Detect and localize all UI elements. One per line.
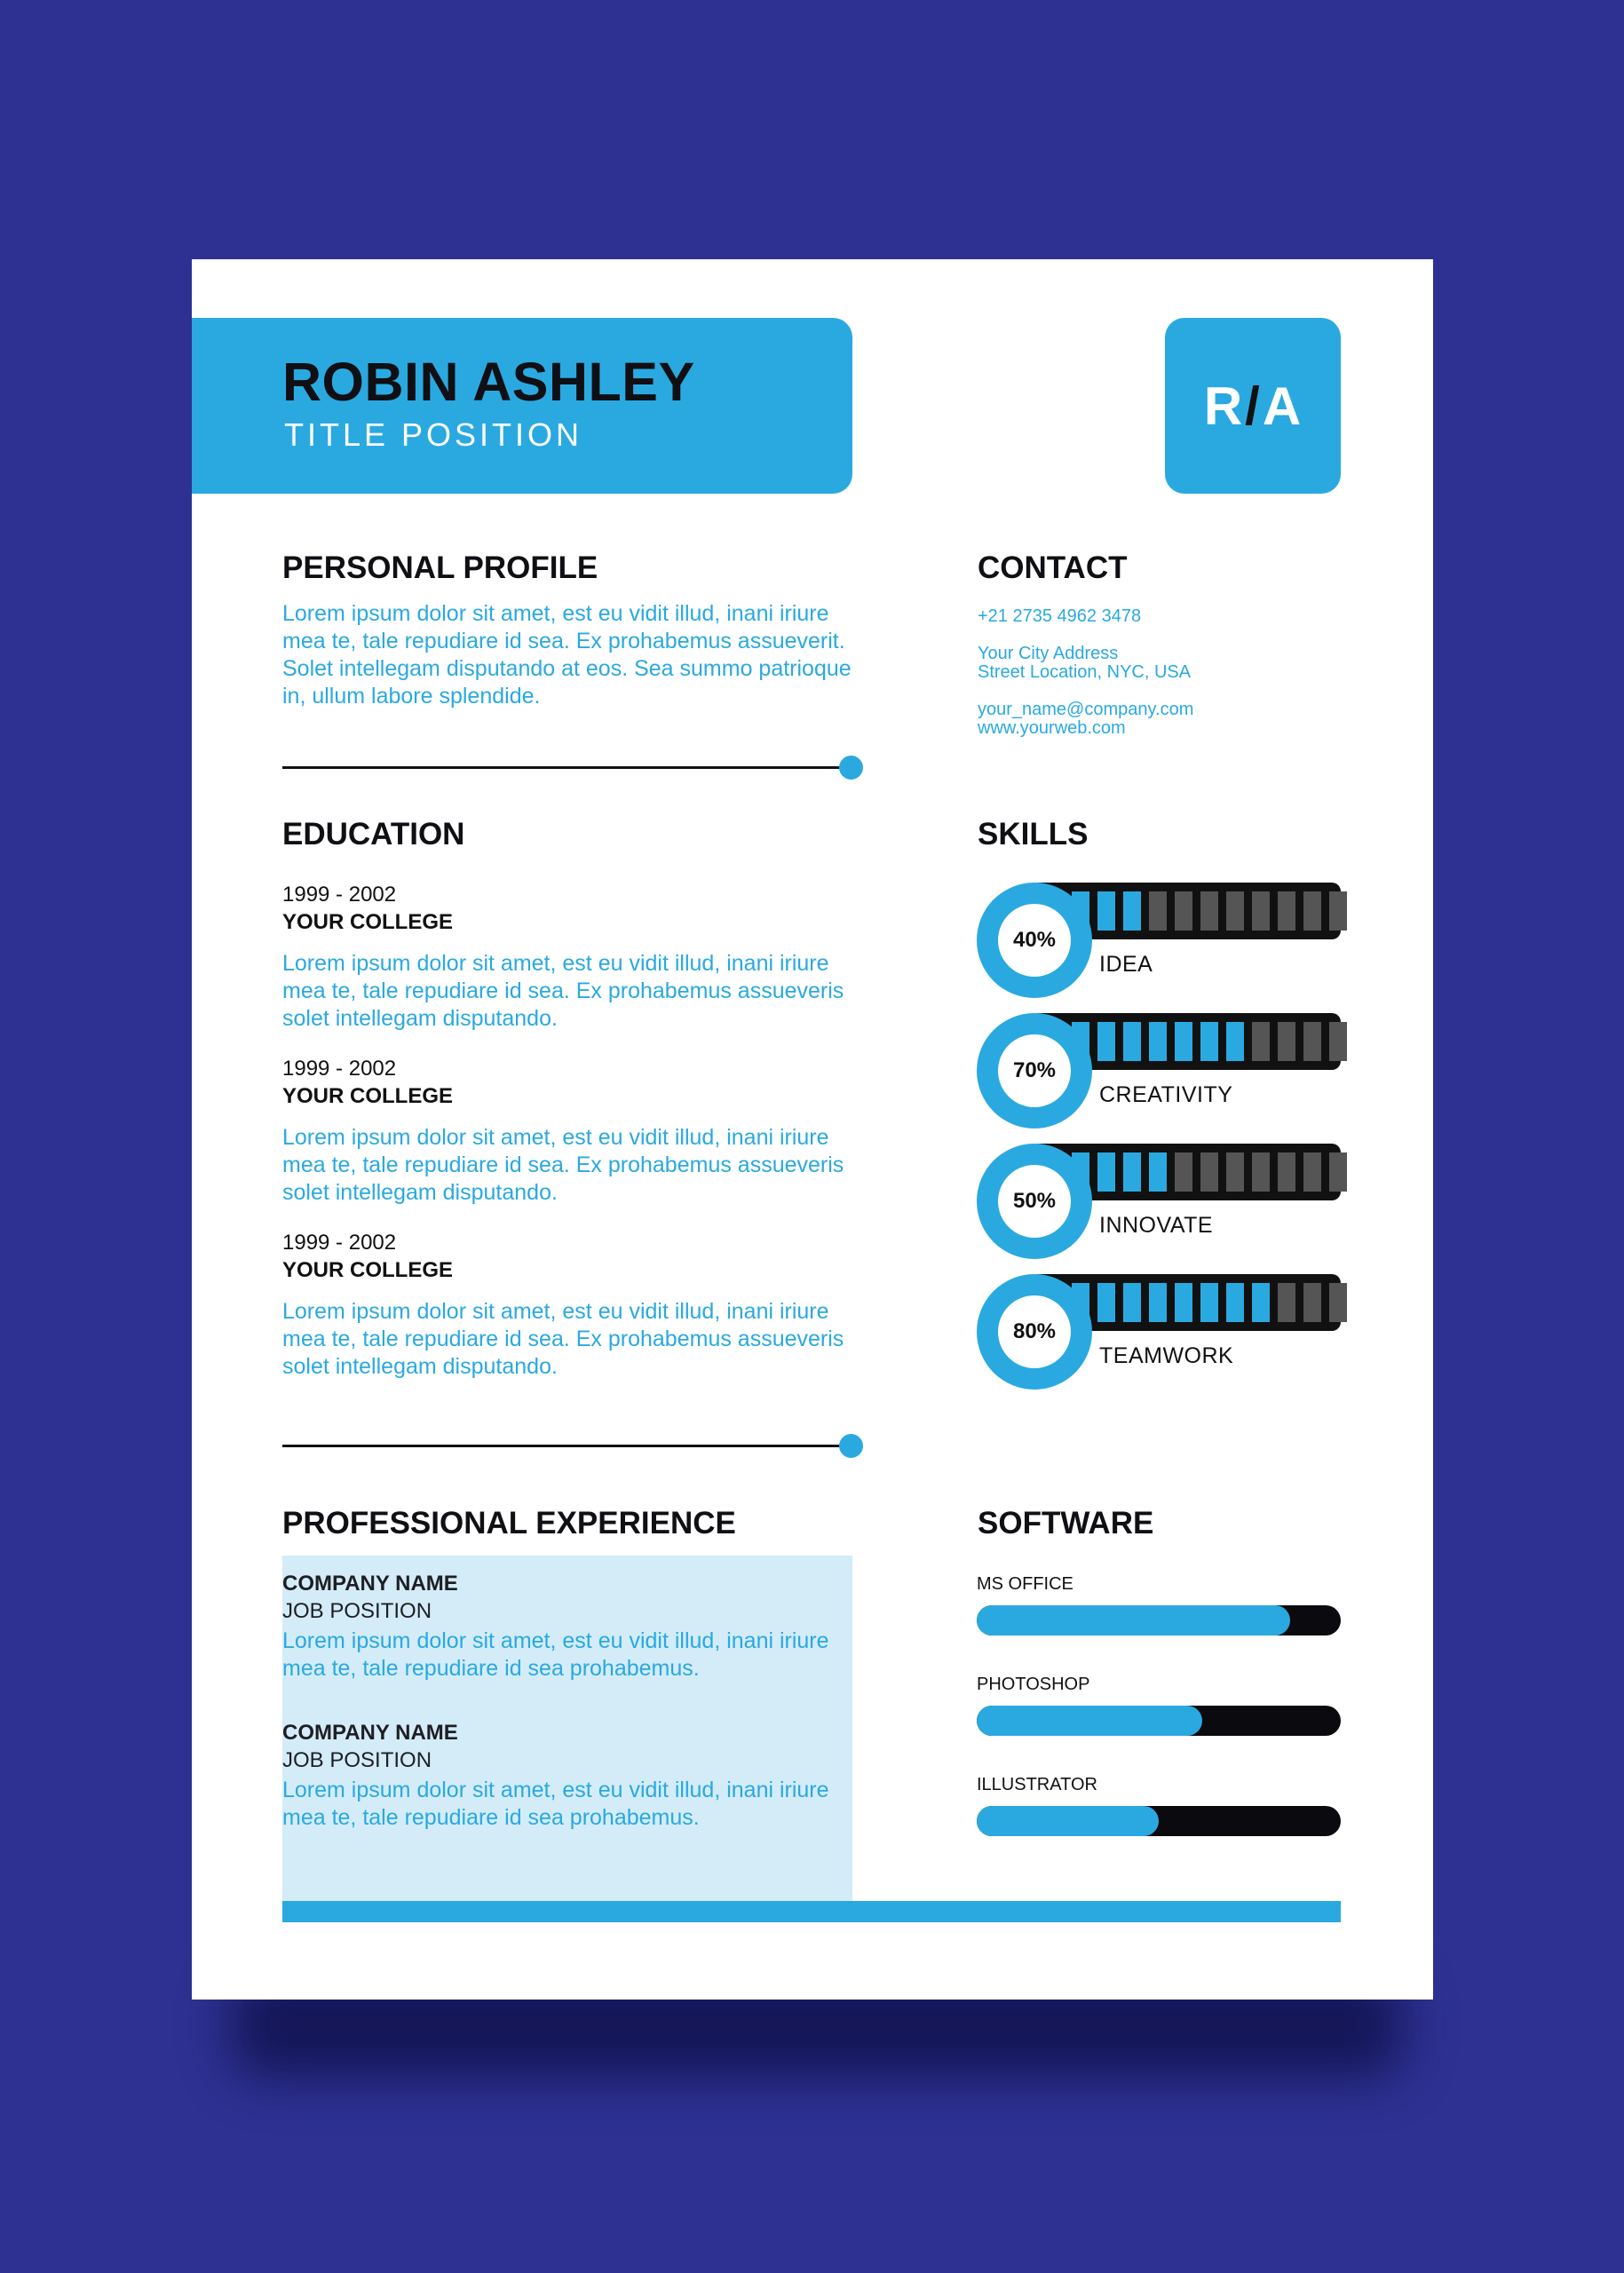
skill-meter-cell: [1252, 1152, 1270, 1192]
skill-ring: [977, 1144, 1092, 1259]
software-bar-fill: [977, 1806, 1159, 1836]
skill-meter-cell: [1200, 1022, 1218, 1061]
skill-meter-cell: [1200, 1283, 1218, 1322]
profile-heading: PERSONAL PROFILE: [282, 550, 598, 585]
contact-address-line2: Street Location, NYC, USA: [978, 662, 1192, 682]
education-text: Lorem ipsum dolor sit amet, est eu vidit illud, inani iriure mea te, tale repudiare id sea. Ex prohabemus assueveris solet intellegam disputando.: [282, 1125, 844, 1205]
skill-meter-cell: [1278, 891, 1295, 931]
footer-bar: [282, 1901, 1341, 1922]
software-heading: SOFTWARE: [978, 1506, 1154, 1540]
experience-heading: PROFESSIONAL EXPERIENCE: [282, 1506, 736, 1540]
skill-meter-cell: [1278, 1283, 1295, 1322]
software-ms-office: [977, 1575, 1343, 1635]
skill-percent: 70%: [998, 1034, 1071, 1107]
software-bar: [977, 1605, 1341, 1635]
skill-meter-cell: [1303, 1152, 1321, 1192]
contact-address-line1: Your City Address: [978, 644, 1119, 663]
skill-meter-cell: [1252, 1283, 1270, 1322]
skill-percent: 40%: [998, 904, 1071, 977]
education-years: 1999 - 2002: [282, 1231, 397, 1255]
contact-website[interactable]: www.yourweb.com: [978, 718, 1126, 738]
skill-teamwork: [977, 1274, 1343, 1390]
skill-label: CREATIVITY: [1099, 1082, 1233, 1107]
skill-meter-cell: [1149, 891, 1167, 931]
skill-percent: 80%: [998, 1295, 1071, 1368]
software-label: ILLUSTRATOR: [977, 1775, 1097, 1794]
skill-meter-cell: [1149, 1022, 1167, 1061]
skill-meter-cell: [1097, 1022, 1115, 1061]
education-text: Lorem ipsum dolor sit amet, est eu vidit illud, inani iriure mea te, tale repudiare id sea. Ex prohabemus assueveris solet intellegam disputando.: [282, 951, 844, 1031]
skill-meter-cell: [1097, 891, 1115, 931]
software-label: MS OFFICE: [977, 1574, 1073, 1594]
skill-meter-cell: [1175, 1283, 1192, 1322]
education-college: YOUR COLLEGE: [282, 1258, 454, 1282]
monogram-badge: [1165, 318, 1341, 494]
software-photoshop: [977, 1675, 1343, 1736]
experience-position: JOB POSITION: [282, 1599, 432, 1623]
skill-percent: 50%: [998, 1165, 1071, 1238]
experience-text: Lorem ipsum dolor sit amet, est eu vidit illud, inani iriure mea te, tale repudiare id sea prohabemus.: [282, 1778, 829, 1830]
monogram-right: A: [1262, 376, 1303, 436]
candidate-title: TITLE POSITION: [284, 416, 583, 453]
skill-meter-cell: [1252, 891, 1270, 931]
experience-position: JOB POSITION: [282, 1748, 432, 1772]
skill-meter-cell: [1303, 1022, 1321, 1061]
monogram-left: R: [1203, 376, 1244, 436]
resume-page: [192, 259, 1433, 2000]
education-years: 1999 - 2002: [282, 883, 397, 907]
contact-email[interactable]: your_name@company.com: [978, 700, 1194, 719]
skill-meter-cell: [1123, 1022, 1141, 1061]
skill-meter-cell: [1226, 891, 1244, 931]
divider-dot: [839, 1434, 863, 1458]
skill-meter-cell: [1303, 891, 1321, 931]
skill-creativity: [977, 1013, 1343, 1129]
education-college: YOUR COLLEGE: [282, 1084, 454, 1108]
skill-label: TEAMWORK: [1099, 1343, 1234, 1368]
skill-ring: [977, 883, 1092, 998]
skill-meter-cell: [1097, 1283, 1115, 1322]
skill-meter-cell: [1278, 1152, 1295, 1192]
contact-heading: CONTACT: [978, 550, 1128, 585]
software-bar: [977, 1806, 1341, 1836]
skill-meter-cell: [1123, 1152, 1141, 1192]
skill-meter-cell: [1278, 1022, 1295, 1061]
experience-company: COMPANY NAME: [282, 1721, 458, 1745]
skill-meter-cell: [1175, 1152, 1192, 1192]
skill-meter-cell: [1329, 1152, 1347, 1192]
skill-meter-cell: [1200, 891, 1218, 931]
skill-meter-cell: [1123, 891, 1141, 931]
education-text: Lorem ipsum dolor sit amet, est eu vidit illud, inani iriure mea te, tale repudiare id sea. Ex prohabemus assueveris solet intellegam disputando.: [282, 1299, 844, 1379]
skill-ring: [977, 1013, 1092, 1129]
skill-meter-cell: [1226, 1022, 1244, 1061]
skill-meter-cell: [1226, 1283, 1244, 1322]
skill-idea: [977, 883, 1343, 998]
skill-meter-cell: [1329, 891, 1347, 931]
skill-meter-cell: [1329, 1283, 1347, 1322]
candidate-name: ROBIN ASHLEY: [282, 352, 695, 412]
profile-text: Lorem ipsum dolor sit amet, est eu vidit illud, inani iriure mea te, tale repudiare id sea. Ex prohabemus assueverit. Solet intellegam disputando at eos. Sea summo patrioque in, ullum labore splendide.: [282, 601, 852, 709]
skill-meter-cell: [1200, 1152, 1218, 1192]
education-heading: EDUCATION: [282, 817, 465, 851]
monogram-slash: /: [1245, 376, 1261, 436]
experience-company: COMPANY NAME: [282, 1572, 458, 1596]
skill-meter-cell: [1303, 1283, 1321, 1322]
divider-dot: [839, 756, 863, 780]
software-label: PHOTOSHOP: [977, 1675, 1090, 1694]
skill-meter-cell: [1097, 1152, 1115, 1192]
contact-phone: +21 2735 4962 3478: [978, 606, 1142, 626]
skill-meter-cell: [1123, 1283, 1141, 1322]
skill-innovate: [977, 1144, 1343, 1259]
section-divider: [282, 766, 851, 769]
skill-meter-cell: [1329, 1022, 1347, 1061]
skill-label: IDEA: [1099, 952, 1153, 977]
education-college: YOUR COLLEGE: [282, 910, 454, 934]
skill-meter-cell: [1175, 891, 1192, 931]
skills-heading: SKILLS: [978, 817, 1089, 851]
software-bar-fill: [977, 1706, 1202, 1736]
software-bar-fill: [977, 1605, 1290, 1635]
software-bar: [977, 1706, 1341, 1736]
experience-text: Lorem ipsum dolor sit amet, est eu vidit illud, inani iriure mea te, tale repudiare id sea prohabemus.: [282, 1628, 829, 1681]
skill-meter-cell: [1149, 1152, 1167, 1192]
education-years: 1999 - 2002: [282, 1057, 397, 1081]
skill-meter-cell: [1226, 1152, 1244, 1192]
skill-ring: [977, 1274, 1092, 1390]
skill-label: INNOVATE: [1099, 1213, 1214, 1238]
skill-meter-cell: [1175, 1022, 1192, 1061]
software-illustrator: [977, 1776, 1343, 1836]
section-divider: [282, 1445, 851, 1447]
skill-meter-cell: [1149, 1283, 1167, 1322]
skill-meter-cell: [1252, 1022, 1270, 1061]
